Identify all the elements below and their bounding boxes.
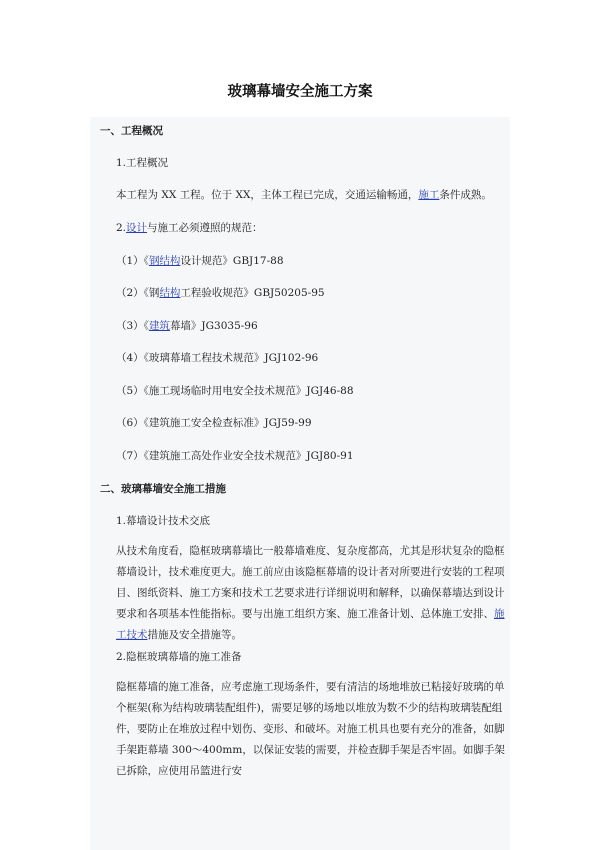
document-title: 玻璃幕墙安全施工方案 [227, 83, 373, 100]
overview-text-pre: 本工程为 XX 工程。位于 XX，主体工程已完成，交通运输畅通， [116, 189, 419, 201]
preparation-paragraph: 隐框幕墙的施工准备，应考虑施工现场条件，要有清洁的场地堆放已粘接好玻璃的单个框架(称为结构玻璃装配组件)，需要足够的场地以堆放为数不少的结构玻璃装配组件，要防止在堆放过程中划伤、变形、和破坏。对施工机具也要有充分的准备，如脚手架距幕墙 300～400mm，以保证安装的需要，并检查脚手架是否牢固。如脚手架已拆除，应使用吊篮进行安 [116, 681, 505, 777]
standard-item-post: 设计规范》GBJ17-88 [180, 255, 284, 267]
paragraph-text-end: 措施及安全措施等。 [147, 629, 242, 641]
standard-item [116, 320, 536, 332]
standard-item-pre: （3）《 [116, 320, 149, 332]
subheading-standards [116, 222, 536, 234]
standard-item [116, 287, 536, 299]
standard-item: （4）《玻璃幕墙工程技术规范》JGJ102-96 [116, 352, 319, 364]
subheading-project-overview: 1.工程概况 [116, 157, 169, 169]
standard-item: （7）《建筑施工高处作业安全技术规范》JGJ80-91 [116, 450, 354, 462]
section-heading-measures: 二、玻璃幕墙安全施工措施 [100, 483, 226, 495]
standard-item-post: 幕墙》JG3035-96 [169, 320, 258, 332]
link-sheji[interactable]: 设计 [126, 222, 148, 234]
section-heading-overview: 一、工程概况 [100, 125, 163, 137]
standards-post: 与施工必须遵照的规范： [147, 222, 263, 234]
design-briefing-paragraph [116, 541, 510, 646]
subheading-preparation: 2.隐框玻璃幕墙的施工准备 [116, 651, 242, 663]
link-shigong[interactable]: 施工 [418, 189, 440, 201]
overview-text [116, 189, 536, 201]
link-gangjiegou[interactable]: 钢结构 [148, 255, 181, 267]
subheading-design-briefing: 1.幕墙设计技术交底 [116, 515, 211, 527]
link-jianzhu[interactable]: 建筑 [148, 320, 170, 332]
standard-item: （5）《施工现场临时用电安全技术规范》JGJ46-88 [116, 385, 354, 397]
link-jiegou[interactable]: 结构 [159, 287, 181, 299]
link-shigong-jishu[interactable]: 施工技术 [116, 608, 505, 641]
standard-item-pre: （2）《钢 [116, 287, 160, 299]
standard-item: （6）《建筑施工安全检查标准》JGJ59-99 [116, 417, 312, 429]
overview-text-post: 条件成熟。 [439, 189, 492, 201]
standard-item-pre: （1）《 [116, 255, 149, 267]
standard-item [116, 255, 536, 267]
standard-item-post: 工程验收规范》GBJ50205-95 [180, 287, 325, 299]
paragraph-text: 从技术角度看，隐框玻璃幕墙比一般幕墙难度、复杂度都高，尤其是形状复杂的隐框幕墙设计，技术难度更大。施工前应由该隐框幕墙的设计者对所要进行安装的工程项目、图纸资料、施工方案和技术工艺要求进行详细说明和解释，以确保幕墙达到设计要求和各项基本性能指标。要与出施工组织方案、施工准备计划、总体施工安排、 [116, 545, 505, 620]
standards-pre: 2. [116, 222, 127, 234]
